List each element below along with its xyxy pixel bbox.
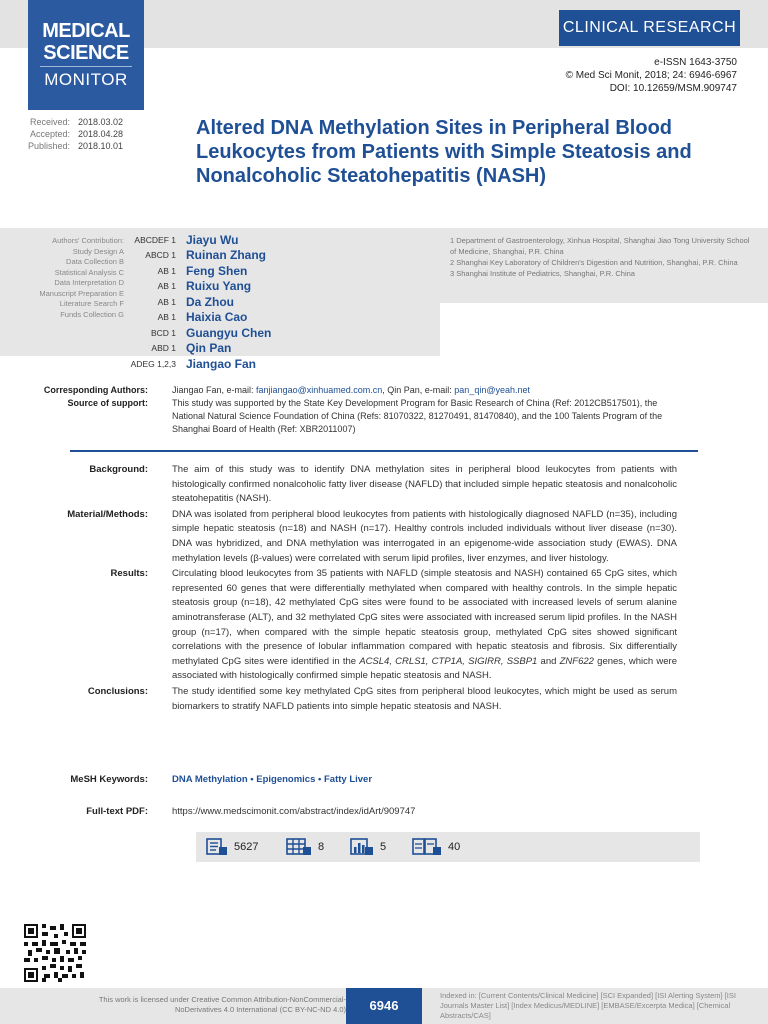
keywords-label: MeSH Keywords:	[70, 774, 148, 785]
results-part-2: genes, which were associated with histologically confirmed simple hepatic steatosis and NASH.	[172, 655, 677, 682]
author-code: BCD 1	[150, 327, 176, 338]
page-number: 6946	[346, 988, 422, 1024]
contribution-item: Funds Collection G	[60, 309, 124, 319]
keywords-row	[0, 773, 768, 787]
contribution-heading: Authors' Contribution:	[52, 236, 124, 245]
figure-count-value: 5	[380, 841, 387, 853]
contribution-item: Literature Search F	[59, 299, 124, 308]
table-count	[286, 838, 324, 856]
conclusions-label: Conclusions:	[87, 685, 148, 697]
table-count-value: 8	[318, 841, 325, 853]
journal-logo[interactable]	[28, 0, 144, 110]
abstract-conclusions	[0, 685, 768, 714]
fulltext-link[interactable]: https://www.medscimonit.com/abstract/index/idArt/909747	[172, 806, 416, 817]
word-count-value: 5627	[234, 841, 259, 853]
author-code: AB 1	[157, 296, 176, 307]
affiliation-item: 3 Shanghai Institute of Pediatrics, Shanghai, P.R. China	[450, 269, 635, 278]
word-count-icon	[206, 838, 228, 856]
email-link-pan[interactable]: pan_qin@yeah.net	[454, 385, 530, 395]
background-label: Background:	[89, 464, 148, 475]
reference-count-value: 40	[448, 841, 461, 853]
word-count	[206, 838, 258, 856]
background-text: The aim of this study was to identify DNA methylation sites in peripheral blood leukocytes from patients with histologically confirmed nonalcoholic fatty liver disease (NAFLD) that included simple hepatic steatosis and nonalcoholic steatohepatitis (NASH).	[172, 464, 677, 505]
figure-count	[350, 838, 386, 856]
author-code: AB 1	[157, 265, 176, 276]
contribution-item: Data Collection B	[66, 257, 124, 266]
author-name: Da Zhou	[186, 294, 234, 309]
author-row	[120, 232, 440, 248]
author-row	[120, 248, 440, 264]
eissn: e-ISSN 1643-3750	[654, 57, 737, 68]
logo-line-2: SCIENCE	[43, 42, 129, 64]
author-name: Ruinan Zhang	[186, 248, 266, 263]
methods-text: DNA was isolated from peripheral blood leukocytes from patients with histologically diagnosed NAFLD (n=35), including simple hepatic steatosis (n=18) and NASH (n=17). Healthy controls included individuals without liver disease (n=30). DNA was hybridized, and DNA methylation was interrogated in an epigenome-wide association study (EWAS). DNA methylation levels (β-values) were correlated with serum lipid profiles, liver enzymes, and liver histology.	[172, 508, 677, 564]
figure-count-icon	[350, 838, 374, 856]
dates-block	[0, 116, 132, 152]
author-name: Ruixu Yang	[186, 279, 252, 294]
author-row	[120, 294, 440, 310]
author-name: Qin Pan	[186, 341, 232, 356]
results-label: Results:	[110, 568, 148, 580]
corresponding-middle: , Qin Pan, e-mail:	[382, 385, 455, 395]
keywords-text[interactable]: DNA Methylation • Epigenomics • Fatty Liver	[172, 774, 373, 785]
author-name: Jiangao Fan	[186, 356, 257, 371]
received-date: 2018.03.02	[78, 117, 124, 127]
abstract-results	[0, 567, 768, 684]
affiliation-item: 1 Department of Gastroenterology, Xinhua Hospital, Shanghai Jiao Tong University School of Medicine, Shanghai, P.R. China	[450, 236, 750, 256]
author-row	[120, 356, 440, 372]
conclusions-text: The study identified some key methylated CpG sites from peripheral blood leukocytes, which might be used as serum biomarkers to stratify NAFLD patients into simple hepatic steatosis and NASH.	[172, 685, 677, 712]
results-text	[172, 567, 677, 684]
corresponding-label: Corresponding Authors:	[43, 385, 148, 395]
doi[interactable]: DOI: 10.12659/MSM.909747	[609, 83, 737, 94]
support-text: This study was supported by the State Key Development Program for Basic Research of China (Ref: 2012CB517501), the National Natural Science Foundation of China (Refs: 81070322, 81270491, 81470840), and the 100 Talents Program of the Shanghai Board of Health (Ref: XBR2011007)	[172, 398, 663, 434]
reference-count	[412, 838, 460, 856]
author-name: Guangyu Chen	[186, 325, 272, 340]
contribution-item: Statistical Analysis C	[54, 267, 124, 277]
author-code: ABCDEF 1	[134, 234, 176, 245]
logo-line-3: MONITOR	[44, 70, 128, 89]
received-label: Received:	[29, 117, 70, 127]
citation-block	[566, 56, 737, 95]
citation: © Med Sci Monit, 2018; 24: 6946-6967	[565, 70, 737, 81]
author-name: Jiayu Wu	[186, 232, 239, 247]
fulltext-row	[0, 805, 768, 819]
table-count-icon	[286, 838, 312, 856]
methods-label: Material/Methods:	[67, 508, 148, 520]
published-date: 2018.10.01	[78, 141, 124, 151]
author-code: AB 1	[157, 312, 176, 323]
reference-count-icon	[412, 838, 442, 856]
abstract-background	[0, 463, 768, 507]
results-genes-1: ACSL4, CRLS1, CTP1A, SIGIRR, SSBP1	[359, 655, 538, 667]
published-label: Published:	[27, 141, 70, 151]
correspondence-block	[0, 384, 768, 436]
author-code: ABD 1	[151, 343, 176, 354]
contribution-item: Manuscript Preparation E	[39, 288, 124, 298]
contribution-item: Study Design A	[72, 246, 124, 256]
author-name: Haixia Cao	[186, 310, 248, 325]
author-row	[120, 310, 440, 326]
corresponding-prefix: Jiangao Fan, e-mail:	[172, 385, 257, 395]
affiliation-item: 2 Shanghai Key Laboratory of Children's Digestion and Nutrition, Shanghai, P.R. China	[450, 258, 738, 267]
author-row	[120, 263, 440, 279]
affiliation-list	[450, 235, 750, 279]
indexed-in: Indexed in: [Current Contents/Clinical Medicine] [SCI Expanded] [ISI Alerting System] [ISI Journals Master List] [Index Medicus/MEDLINE] [EMBASE/Excerpta Medica] [Chemical Abstracts/CAS]	[440, 991, 736, 1020]
author-list	[120, 232, 440, 372]
contribution-item: Data Interpretation D	[54, 278, 124, 287]
corresponding-text	[172, 384, 680, 397]
author-code: AB 1	[157, 281, 176, 292]
results-genes-2: ZNF622	[559, 655, 594, 667]
author-code: ABCD 1	[145, 250, 176, 261]
support-label: Source of support:	[67, 398, 148, 408]
accepted-date: 2018.04.28	[78, 129, 124, 139]
accepted-label: Accepted:	[29, 129, 70, 139]
results-part-1: Circulating blood leukocytes from 35 patients with NAFLD (simple steatosis and NASH) contained 65 CpG sites, which represented 60 genes that were differentially methylated when compared with healthy controls. In the simple hepatic steatosis group (n=18), 42 methylated CpG sites were found to be associated with increased levels of serum alanine aminotransferase (ALT), and 32 methylated CpG sites were associated with increased serum lipid profiles. In the NASH group (n=17), when compared with the simple hepatic steatosis group, methylated CpG sites showed significant correlations with the presence of lobular inflammation compared with hepatic steatosis and fibrosis. Six differentially methylated CpG sites were identified in the	[172, 568, 677, 667]
section-divider	[70, 450, 698, 452]
author-code: ADEG 1,2,3	[130, 358, 176, 369]
contribution-legend	[0, 236, 124, 320]
license-text: This work is licensed under Creative Common Attribution-NonCommercial-NoDerivatives 4.0 International (CC BY-NC-ND 4.0)	[98, 995, 346, 1014]
qr-code-icon[interactable]	[24, 924, 86, 982]
author-row	[120, 341, 440, 357]
author-row	[120, 279, 440, 295]
author-row	[120, 325, 440, 341]
results-and: and	[537, 655, 560, 667]
abstract-methods	[0, 508, 768, 566]
fulltext-label: Full-text PDF:	[86, 806, 148, 817]
section-tag: CLINICAL RESEARCH	[559, 10, 740, 46]
abstract	[0, 463, 768, 715]
article-title: Altered DNA Methylation Sites in Peripheral Blood Leukocytes from Patients with Simple Steatosis and Nonalcoholic Steatohepatitis (NASH)	[196, 117, 692, 187]
email-link-fan[interactable]: fanjiangao@xinhuamed.com.cn	[256, 385, 383, 395]
author-name: Feng Shen	[186, 263, 248, 278]
logo-divider	[40, 66, 132, 67]
logo-line-1: MEDICAL	[42, 20, 130, 42]
